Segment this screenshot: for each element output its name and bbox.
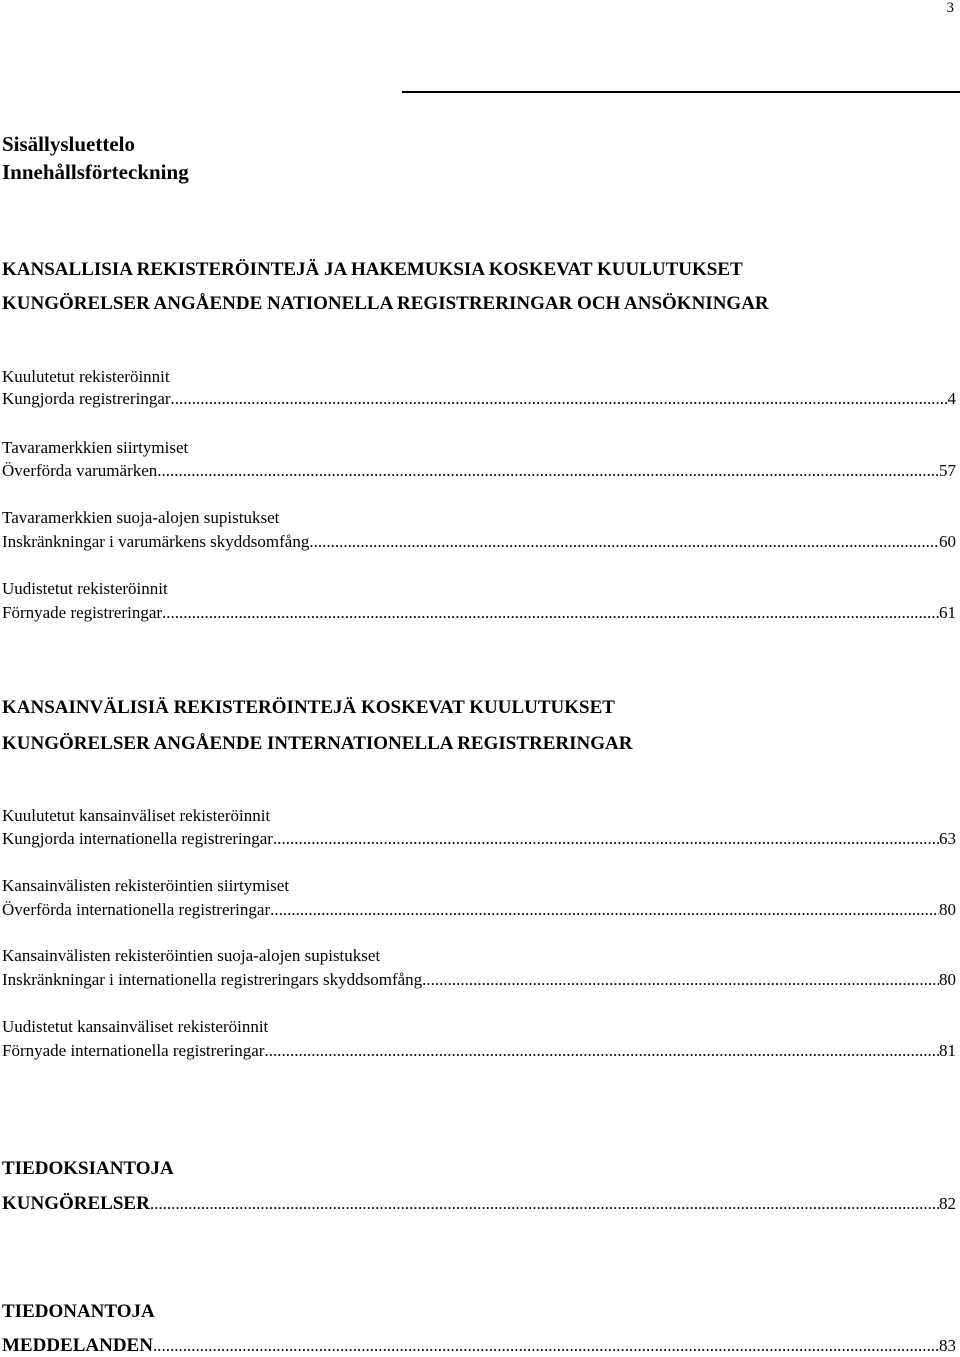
toc-page-number: 80	[939, 970, 956, 989]
toc-entry-fi: Kuulutetut kansainväliset rekisteröinnit	[2, 806, 271, 825]
dot-leader	[153, 1335, 939, 1357]
toc-entry-link[interactable]	[2, 460, 956, 482]
toc-page-number: 80	[939, 900, 956, 919]
toc-entry-fi: Uudistetut rekisteröinnit	[2, 579, 168, 598]
dot-leader	[171, 388, 948, 410]
toc-entry-sv: Förnyade registreringar	[2, 603, 163, 622]
dot-leader	[264, 1040, 939, 1062]
section1-heading-sv: KUNGÖRELSER ANGÅENDE NATIONELLA REGISTRERINGAR OCH ANSÖKNINGAR	[2, 293, 769, 314]
toc-entry-link[interactable]	[2, 828, 956, 850]
page-number: 3	[946, 0, 954, 16]
toc-entry-fi: Kansainvälisten rekisteröintien siirtymiset	[2, 876, 290, 895]
toc-entry-sv: Inskränkningar i internationella registreringars skyddsomfång	[2, 970, 423, 989]
toc-entry-fi: Tavaramerkkien siirtymiset	[2, 438, 189, 457]
toc-entry-fi: Uudistetut kansainväliset rekisteröinnit	[2, 1017, 269, 1036]
toc-page-number: 63	[939, 829, 956, 848]
toc-page-number: 82	[939, 1194, 956, 1213]
toc-entry-sv: Inskränkningar i varumärkens skyddsomfång	[2, 532, 310, 551]
toc-page-number: 57	[939, 461, 956, 480]
toc-entry-link[interactable]	[2, 531, 956, 553]
header-rule	[402, 91, 960, 93]
toc-page-number: 83	[939, 1336, 956, 1355]
toc-page-number: 60	[939, 532, 956, 551]
toc-page-number: 61	[939, 603, 956, 622]
toc-entry-fi: Tavaramerkkien suoja-alojen supistukset	[2, 508, 280, 527]
toc-entry-sv: Förnyade internationella registreringar	[2, 1041, 265, 1060]
toc-title-sv: Innehållsförteckning	[2, 160, 189, 184]
toc-entry-sv: Överförda internationella registreringar	[2, 900, 271, 919]
toc-entry-link[interactable]	[2, 1335, 956, 1357]
section2-heading-sv: KUNGÖRELSER ANGÅENDE INTERNATIONELLA REGISTRERINGAR	[2, 733, 633, 754]
toc-entry-link[interactable]	[2, 899, 956, 921]
dot-leader	[157, 460, 939, 482]
toc-page-number: 4	[947, 389, 956, 408]
section1-heading-fi: KANSALLISIA REKISTERÖINTEJÄ JA HAKEMUKSIA KOSKEVAT KUULUTUKSET	[2, 259, 743, 280]
dot-leader	[162, 602, 939, 624]
toc-entry-link[interactable]	[2, 1193, 956, 1215]
toc-entry-link[interactable]	[2, 1040, 956, 1062]
section2-heading-fi: KANSAINVÄLISIÄ REKISTERÖINTEJÄ KOSKEVAT KUULUTUKSET	[2, 697, 615, 718]
toc-entry-sv: Kungjorda internationella registreringar	[2, 829, 273, 848]
dot-leader	[273, 828, 939, 850]
dot-leader	[270, 899, 939, 921]
section4-heading-fi: TIEDONANTOJA	[2, 1301, 155, 1322]
toc-entry-sv: MEDDELANDEN	[2, 1335, 153, 1356]
toc-entry-link[interactable]	[2, 602, 956, 624]
toc-entry-sv: Överförda varumärken	[2, 461, 158, 480]
toc-page-number: 81	[939, 1041, 956, 1060]
toc-entry-sv: Kungjorda registreringar	[2, 389, 171, 408]
toc-entry-link[interactable]	[2, 969, 956, 991]
dot-leader	[150, 1193, 939, 1215]
toc-entry-fi: Kuulutetut rekisteröinnit	[2, 367, 170, 386]
section3-heading-fi: TIEDOKSIANTOJA	[2, 1158, 174, 1179]
toc-title-fi: Sisällysluettelo	[2, 132, 136, 156]
toc-entry-link[interactable]	[2, 388, 956, 410]
toc-entry-sv: KUNGÖRELSER	[2, 1193, 150, 1214]
toc-entry-fi: Kansainvälisten rekisteröintien suoja-alojen supistukset	[2, 946, 381, 965]
dot-leader	[309, 531, 939, 553]
dot-leader	[422, 969, 939, 991]
